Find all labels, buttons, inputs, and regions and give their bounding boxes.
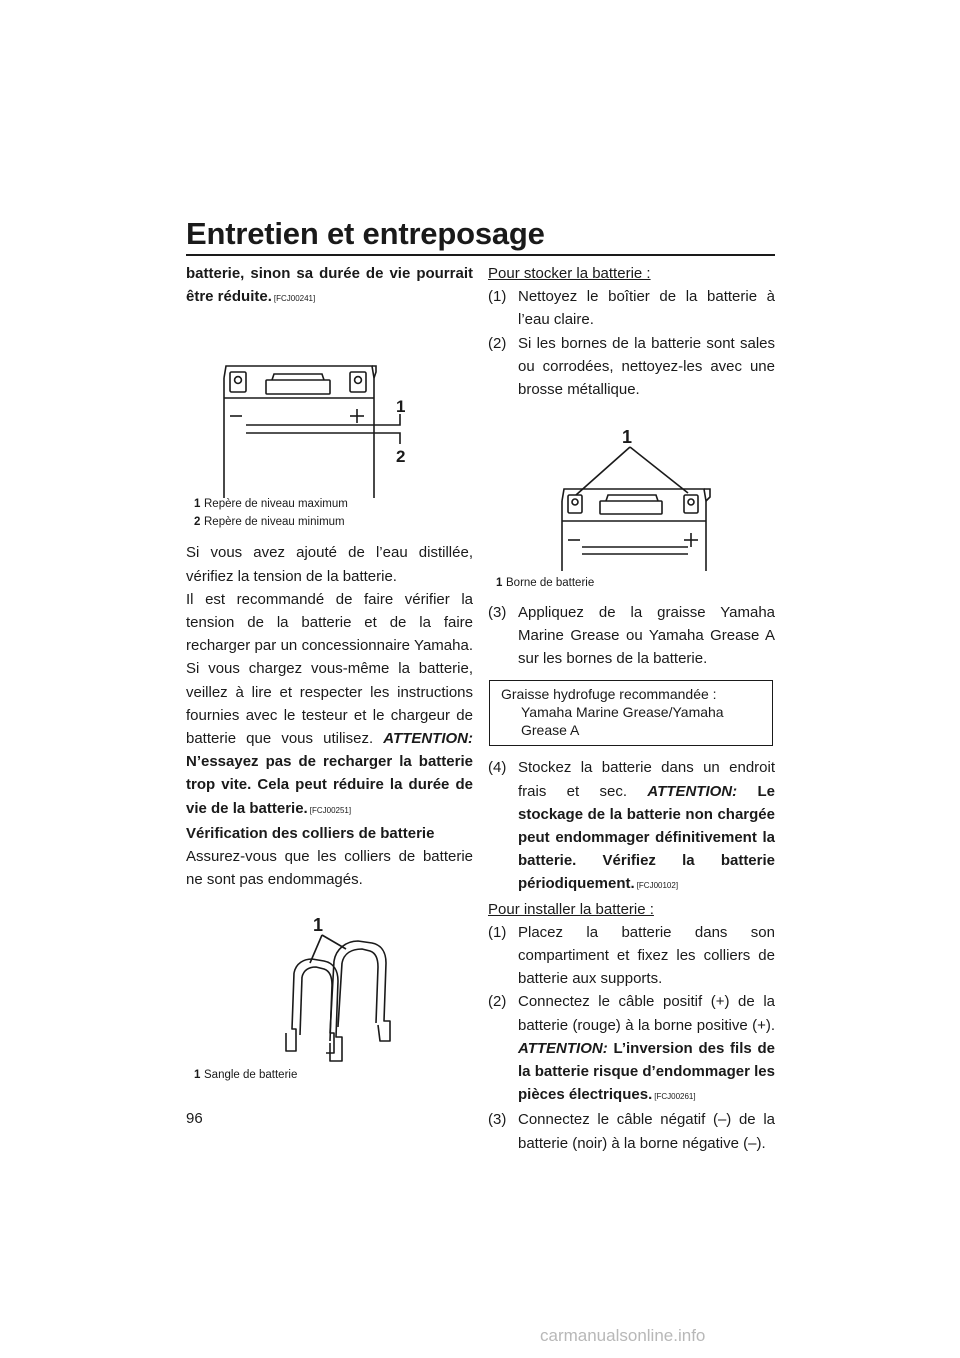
page-number: 96 — [186, 1110, 203, 1127]
install-step-2: (2) Connectez le câble positif (+) de la batterie (rouge) à la borne positive (+). ATTENTION: L’inversion des fils de la batterie risque d’endommager les pièces électriques. [FCJ00261] — [488, 993, 775, 1104]
title-rule — [186, 254, 775, 256]
right-column — [488, 262, 775, 1155]
grease-label: Graisse hydrofuge recommandée : — [501, 686, 717, 703]
install-heading: Pour installer la batterie : — [488, 900, 654, 918]
battery-terminal-figure — [488, 421, 775, 593]
grease-value: Yamaha Marine Grease/Yamaha Grease A — [521, 704, 724, 739]
storage-heading: Pour stocker la batterie : — [488, 265, 651, 282]
intro-paragraph: batterie, sinon sa durée de vie pourrait être réduite. [FCJ00241] — [186, 265, 473, 306]
battery-level-illustration — [186, 322, 473, 498]
battery-terminal-illustration — [488, 421, 775, 579]
callout-2: 2 — [396, 447, 406, 467]
storage-step-2: (2) Si les bornes de la batterie sont sales ou corrodées, nettoyez-les avec une brosse métallique. — [488, 334, 775, 399]
battery-level-figure — [186, 322, 473, 531]
callout-1: 1 — [622, 427, 633, 448]
install-step-3: (3) Connectez le câble négatif (–) de la batterie (noir) à la borne négative (–). — [488, 1111, 775, 1152]
callout-1: 1 — [396, 397, 406, 417]
section-heading: Vérification des colliers de batterie — [186, 824, 435, 842]
paragraph-distilled-water: Si vous avez ajouté de l’eau distillée, vérifiez la tension de la batterie. — [186, 544, 473, 585]
storage-step-4: (4) Stockez la batterie dans un endroit frais et sec. ATTENTION: Le stockage de la batterie non chargée peut endommager définitivement la batterie. Vérifiez la batterie périodiquement. [FCJ00102] — [488, 759, 776, 893]
grease-spec-box — [489, 680, 773, 746]
page-title: Entretien et entreposage — [186, 216, 545, 251]
paragraph-recharge: Il est recommandé de faire vérifier la tension de la batterie et de la faire recharger par un concessionnaire Yamaha. Si vous chargez vous-même la batterie, veillez à lire et respecter les instructions fournies avec le testeur et le chargeur de batterie que vous utilisez. ATTENTION: N’essayez pas de recharger la batterie trop vite. Cela peut réduire la durée de vie de la batterie. [FCJ00251] — [186, 590, 474, 817]
storage-step-3: (3) Appliquez de la graisse Yamaha Marine Grease ou Yamaha Grease A sur les bornes de la batterie. — [488, 603, 775, 668]
left-column — [186, 262, 473, 1085]
install-step-1: (1) Placez la batterie dans son compartiment et fixez les colliers de batterie aux supports. — [488, 923, 775, 988]
figure-caption: 1 Borne de batterie — [496, 577, 595, 590]
watermark: carmanualsonline.info — [540, 1326, 706, 1345]
callout-1: 1 — [313, 915, 324, 936]
figure-caption: 1 Sangle de batterie — [194, 1069, 298, 1082]
battery-strap-figure — [186, 901, 473, 1085]
battery-strap-illustration — [186, 901, 473, 1069]
storage-step-1: (1) Nettoyez le boîtier de la batterie à l’eau claire. — [488, 288, 775, 329]
paragraph-straps: Assurez-vous que les colliers de batterie ne sont pas endommagés. — [186, 848, 473, 889]
figure-caption: 1 Repère de niveau maximum 2 Repère de niveau minimum — [194, 498, 348, 528]
